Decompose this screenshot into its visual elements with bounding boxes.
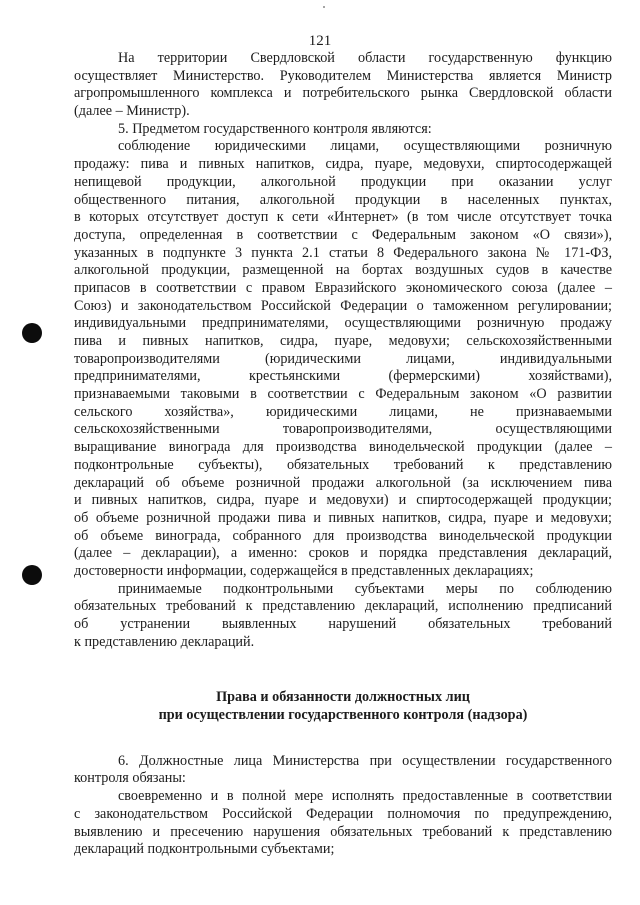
paragraph-line: предпринимателями, крестьянскими (фермерскими) хозяйствами), (74, 368, 612, 385)
paragraph-line: в которых отсутствует доступ к сети «Интернет» (в том числе отсутствует точка (74, 209, 612, 226)
paragraph-line: На территории Свердловской области государственную функцию (118, 50, 612, 66)
paragraph-line: выявлению и пресечению нарушения обязательных требований к представлению (74, 823, 612, 840)
paragraph-line: индивидуальными предпринимателями, осуществляющими розничную продажу (74, 315, 612, 332)
section-gap (74, 651, 612, 689)
page-number: 121 (308, 33, 332, 49)
punch-hole-bottom (22, 565, 42, 585)
paragraph-line: признаваемыми таковыми в соответствии с Федеральным законом «О развитии (74, 386, 612, 403)
paragraph-line: указанных в подпункте 3 пункта 2.1 статьи 8 Федерального закона № 171-ФЗ, (74, 244, 612, 261)
paragraph-line: Союз) и законодательством Российской Федерации о таможенном регулировании; (74, 297, 612, 314)
paragraph-line: обязательных требований к представлению деклараций, исполнению предписаний (74, 598, 612, 615)
paragraph-line: 6. Должностные лица Министерства при осуществлении государственного (118, 752, 612, 769)
paragraph-line: (далее – декларации), а именно: сроков и порядка представления деклараций, (74, 545, 612, 562)
paragraph-line: сельскохозяйственными товаропроизводителями, осуществляющими (74, 421, 612, 438)
paragraph-line: агропромышленного комплекса и потребительского рынка Свердловской области (74, 85, 612, 102)
paragraph-line: (далее – Министр). (74, 103, 190, 120)
paragraph-line: достоверности информации, содержащейся в представленных декларациях; (74, 562, 534, 579)
paragraph-line: непищевой продукции, алкогольной продукции при оказании услуг (74, 173, 612, 190)
paragraph-line: осуществляет Министерство. Руководителем Министерства является Министр (74, 67, 612, 84)
paragraph-line: общественного питания, алкогольной продукции в населенных пунктах, (74, 191, 612, 208)
paragraph-line: алкогольной продукции, размещенной на бортах воздушных судов в качестве (74, 262, 612, 279)
paragraph-line: сельского хозяйства», юридическими лицами, не признаваемыми (74, 403, 612, 420)
paragraph-line: доступа, определенная в соответствии с Федеральным законом «О связи»), (74, 226, 612, 243)
paragraph-line: с законодательством Российской Федерации полномочия по предупреждению, (74, 805, 612, 822)
section-gap (74, 725, 612, 753)
paragraph-line: об объеме винограда, собранного для производства винодельческой продукции (74, 527, 612, 544)
paragraph-line: об объеме розничной продажи пива и пивных напитков, сидра, пуаре и медовухи; (74, 509, 612, 526)
paragraph-line: выращивание винограда для производства винодельческой продукции (далее – (74, 439, 612, 456)
paragraph-line: деклараций подконтрольными субъектами; (74, 841, 335, 858)
paragraph-line: пива и пивных напитков, сидра, пуаре, медовухи; сельскохозяйственными (74, 333, 612, 349)
scan-speck (323, 6, 325, 8)
paragraph-line: подконтрольные субъекты), обязательных требований к представлению (74, 456, 612, 473)
paragraph-line: к представлению деклараций. (74, 633, 255, 650)
paragraph-line: об устранении выявленных нарушений обязательных требований (74, 616, 612, 632)
paragraph-line: деклараций об объеме розничной продажи алкогольной (за исключением пива (74, 474, 612, 491)
punch-hole-top (22, 323, 42, 343)
paragraph-line: и пивных напитков, сидра, пуаре и медовухи) и спиртосодержащей продукции; (74, 492, 612, 509)
paragraph-line: контроля обязаны: (74, 770, 186, 787)
paragraph-line: продажу: пива и пивных напитков, сидра, пуаре, медовухи, спиртосодержащей (74, 156, 612, 173)
paragraph-line: товаропроизводителями (юридическими лицами, индивидуальными (74, 350, 612, 367)
document-body (74, 50, 612, 859)
section-heading: Права и обязанности должностных лиц (216, 689, 470, 706)
section-heading: при осуществлении государственного контроля (надзора) (158, 707, 528, 724)
paragraph-line: соблюдение юридическими лицами, осуществляющими розничную (118, 138, 612, 155)
paragraph-line: припасов в соответствии с правом Евразийского экономического союза (далее – (74, 279, 612, 296)
paragraph-line: принимаемые подконтрольными субъектами меры по соблюдению (118, 580, 612, 597)
paragraph-line: 5. Предметом государственного контроля являются: (118, 120, 432, 137)
paragraph-line: своевременно и в полной мере исполнять предоставленные в соответствии (118, 788, 612, 805)
